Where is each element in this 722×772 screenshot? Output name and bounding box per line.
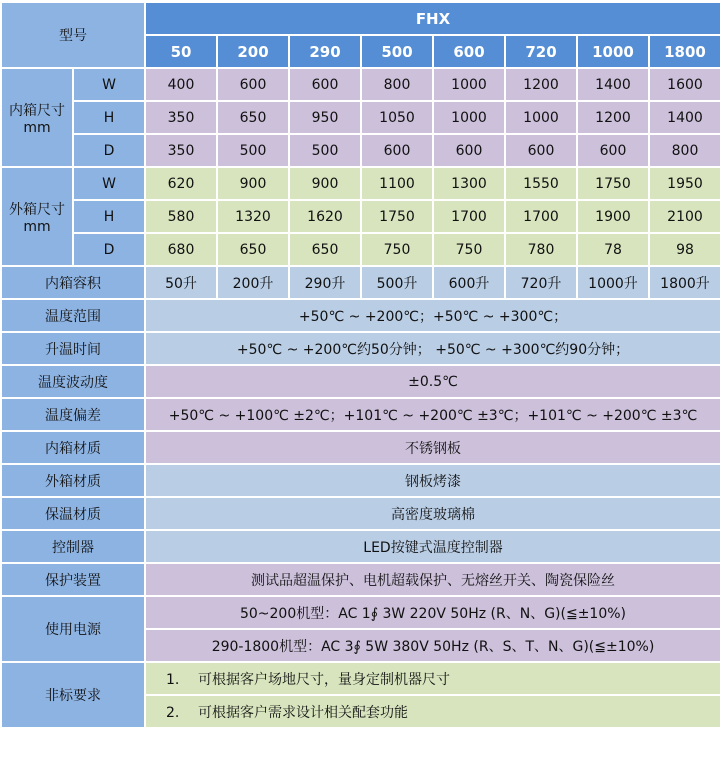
custom-item — [145, 695, 721, 728]
model-50: 50 — [145, 35, 217, 68]
dim-value: 600 — [217, 68, 289, 101]
dim-value: 1000 — [433, 101, 505, 134]
spec-value: LED按键式温度控制器 — [145, 530, 721, 563]
spec-label: 温度范围 — [1, 299, 145, 332]
spec-row — [1, 431, 721, 464]
model-1000: 1000 — [577, 35, 649, 68]
spec-row — [1, 464, 721, 497]
inner-dim-row — [1, 101, 721, 134]
spec-table — [0, 1, 722, 729]
dim-value: 600 — [433, 134, 505, 167]
outer-dim-row — [1, 200, 721, 233]
dim-value: 98 — [649, 233, 721, 266]
inner-dim-row — [1, 68, 721, 101]
dim-value: 800 — [649, 134, 721, 167]
dim-value: 1320 — [217, 200, 289, 233]
volume-value: 290升 — [289, 266, 361, 299]
spec-value: +50℃ ~ +200℃；+50℃ ~ +300℃； — [145, 299, 721, 332]
volume-value: 1000升 — [577, 266, 649, 299]
spec-value: +50℃ ~ +100℃ ±2℃；+101℃ ~ +200℃ ±3℃；+101℃ ~ +200℃ ±3℃ — [145, 398, 721, 431]
spec-label: 温度偏差 — [1, 398, 145, 431]
power-line: 290-1800机型：AC 3∮ 5W 380V 50Hz (R、S、T、N、G)(≦±10%) — [145, 629, 721, 662]
dim-value: 1200 — [577, 101, 649, 134]
spec-row — [1, 497, 721, 530]
custom-item-text: 可根据客户需求设计相关配套功能 — [198, 704, 408, 721]
dim-value: 900 — [289, 167, 361, 200]
dim-value: 2100 — [649, 200, 721, 233]
outer-dim-row — [1, 233, 721, 266]
inner-dim-row — [1, 134, 721, 167]
dim-value: 800 — [361, 68, 433, 101]
dim-value: 650 — [217, 101, 289, 134]
volume-value: 720升 — [505, 266, 577, 299]
dim-value: 750 — [433, 233, 505, 266]
power-line: 50~200机型：AC 1∮ 3W 220V 50Hz (R、N、G)(≦±10%) — [145, 596, 721, 629]
outer-size-unit: mm — [23, 218, 51, 235]
dim-value: 950 — [289, 101, 361, 134]
dim-value: 620 — [145, 167, 217, 200]
dim-value: 1000 — [505, 101, 577, 134]
volume-value: 200升 — [217, 266, 289, 299]
dim-value: 680 — [145, 233, 217, 266]
spec-value: 测试品超温保护、电机超载保护、无熔丝开关、陶瓷保险丝 — [145, 563, 721, 596]
spec-row — [1, 530, 721, 563]
model-720: 720 — [505, 35, 577, 68]
dim-value: 1950 — [649, 167, 721, 200]
custom-item — [145, 662, 721, 695]
volume-row — [1, 266, 721, 299]
model-label: 型号 — [1, 2, 145, 68]
dim-value: 750 — [361, 233, 433, 266]
outer-size-title: 外箱尺寸 — [9, 201, 65, 218]
dim-value: 1600 — [649, 68, 721, 101]
spec-value: 钢板烤漆 — [145, 464, 721, 497]
inner-size-unit: mm — [23, 119, 51, 136]
volume-value: 600升 — [433, 266, 505, 299]
custom-label: 非标要求 — [1, 662, 145, 728]
custom-item-number: 1. — [166, 671, 180, 688]
outer-dim-row — [1, 167, 721, 200]
spec-row — [1, 365, 721, 398]
dim-value: 500 — [289, 134, 361, 167]
model-290: 290 — [289, 35, 361, 68]
model-1800: 1800 — [649, 35, 721, 68]
dim-value: 900 — [217, 167, 289, 200]
spec-value: 不锈钢板 — [145, 431, 721, 464]
dim-value: 600 — [577, 134, 649, 167]
dim-value: 1050 — [361, 101, 433, 134]
spec-value: 高密度玻璃棉 — [145, 497, 721, 530]
dim-label: D — [73, 134, 145, 167]
spec-label: 升温时间 — [1, 332, 145, 365]
dim-value: 78 — [577, 233, 649, 266]
spec-label: 温度波动度 — [1, 365, 145, 398]
dim-value: 1750 — [361, 200, 433, 233]
dim-value: 1100 — [361, 167, 433, 200]
spec-value: ±0.5℃ — [145, 365, 721, 398]
spec-label: 外箱材质 — [1, 464, 145, 497]
dim-value: 600 — [361, 134, 433, 167]
spec-row — [1, 299, 721, 332]
custom-item-text: 可根据客户场地尺寸，量身定制机器尺寸 — [198, 671, 450, 688]
model-600: 600 — [433, 35, 505, 68]
dim-label: D — [73, 233, 145, 266]
dim-value: 1700 — [505, 200, 577, 233]
dim-value: 600 — [289, 68, 361, 101]
dim-value: 600 — [505, 134, 577, 167]
model-500: 500 — [361, 35, 433, 68]
model-200: 200 — [217, 35, 289, 68]
volume-value: 500升 — [361, 266, 433, 299]
spec-label: 保护装置 — [1, 563, 145, 596]
inner-size-label — [1, 68, 73, 167]
custom-item-number: 2. — [166, 704, 180, 721]
dim-value: 580 — [145, 200, 217, 233]
spec-value: +50℃ ~ +200℃约50分钟； +50℃ ~ +300℃约90分钟； — [145, 332, 721, 365]
dim-value: 350 — [145, 101, 217, 134]
dim-value: 1620 — [289, 200, 361, 233]
dim-value: 1200 — [505, 68, 577, 101]
volume-value: 50升 — [145, 266, 217, 299]
dim-value: 1550 — [505, 167, 577, 200]
dim-value: 350 — [145, 134, 217, 167]
series-name: FHX — [145, 2, 721, 35]
custom-row — [1, 662, 721, 695]
dim-value: 400 — [145, 68, 217, 101]
dim-value: 1400 — [649, 101, 721, 134]
dim-label: W — [73, 68, 145, 101]
dim-value: 1900 — [577, 200, 649, 233]
power-label: 使用电源 — [1, 596, 145, 662]
volume-label: 内箱容积 — [1, 266, 145, 299]
spec-label: 内箱材质 — [1, 431, 145, 464]
power-row — [1, 596, 721, 629]
dim-value: 1750 — [577, 167, 649, 200]
spec-label: 控制器 — [1, 530, 145, 563]
spec-row — [1, 332, 721, 365]
spec-row — [1, 563, 721, 596]
spec-label: 保温材质 — [1, 497, 145, 530]
volume-value: 1800升 — [649, 266, 721, 299]
dim-value: 650 — [217, 233, 289, 266]
dim-value: 1400 — [577, 68, 649, 101]
dim-value: 780 — [505, 233, 577, 266]
dim-value: 650 — [289, 233, 361, 266]
dim-label: W — [73, 167, 145, 200]
header-row — [1, 2, 721, 35]
dim-value: 1700 — [433, 200, 505, 233]
dim-label: H — [73, 200, 145, 233]
spec-row — [1, 398, 721, 431]
outer-size-label — [1, 167, 73, 266]
dim-value: 500 — [217, 134, 289, 167]
dim-label: H — [73, 101, 145, 134]
inner-size-title: 内箱尺寸 — [9, 102, 65, 119]
dim-value: 1000 — [433, 68, 505, 101]
dim-value: 1300 — [433, 167, 505, 200]
